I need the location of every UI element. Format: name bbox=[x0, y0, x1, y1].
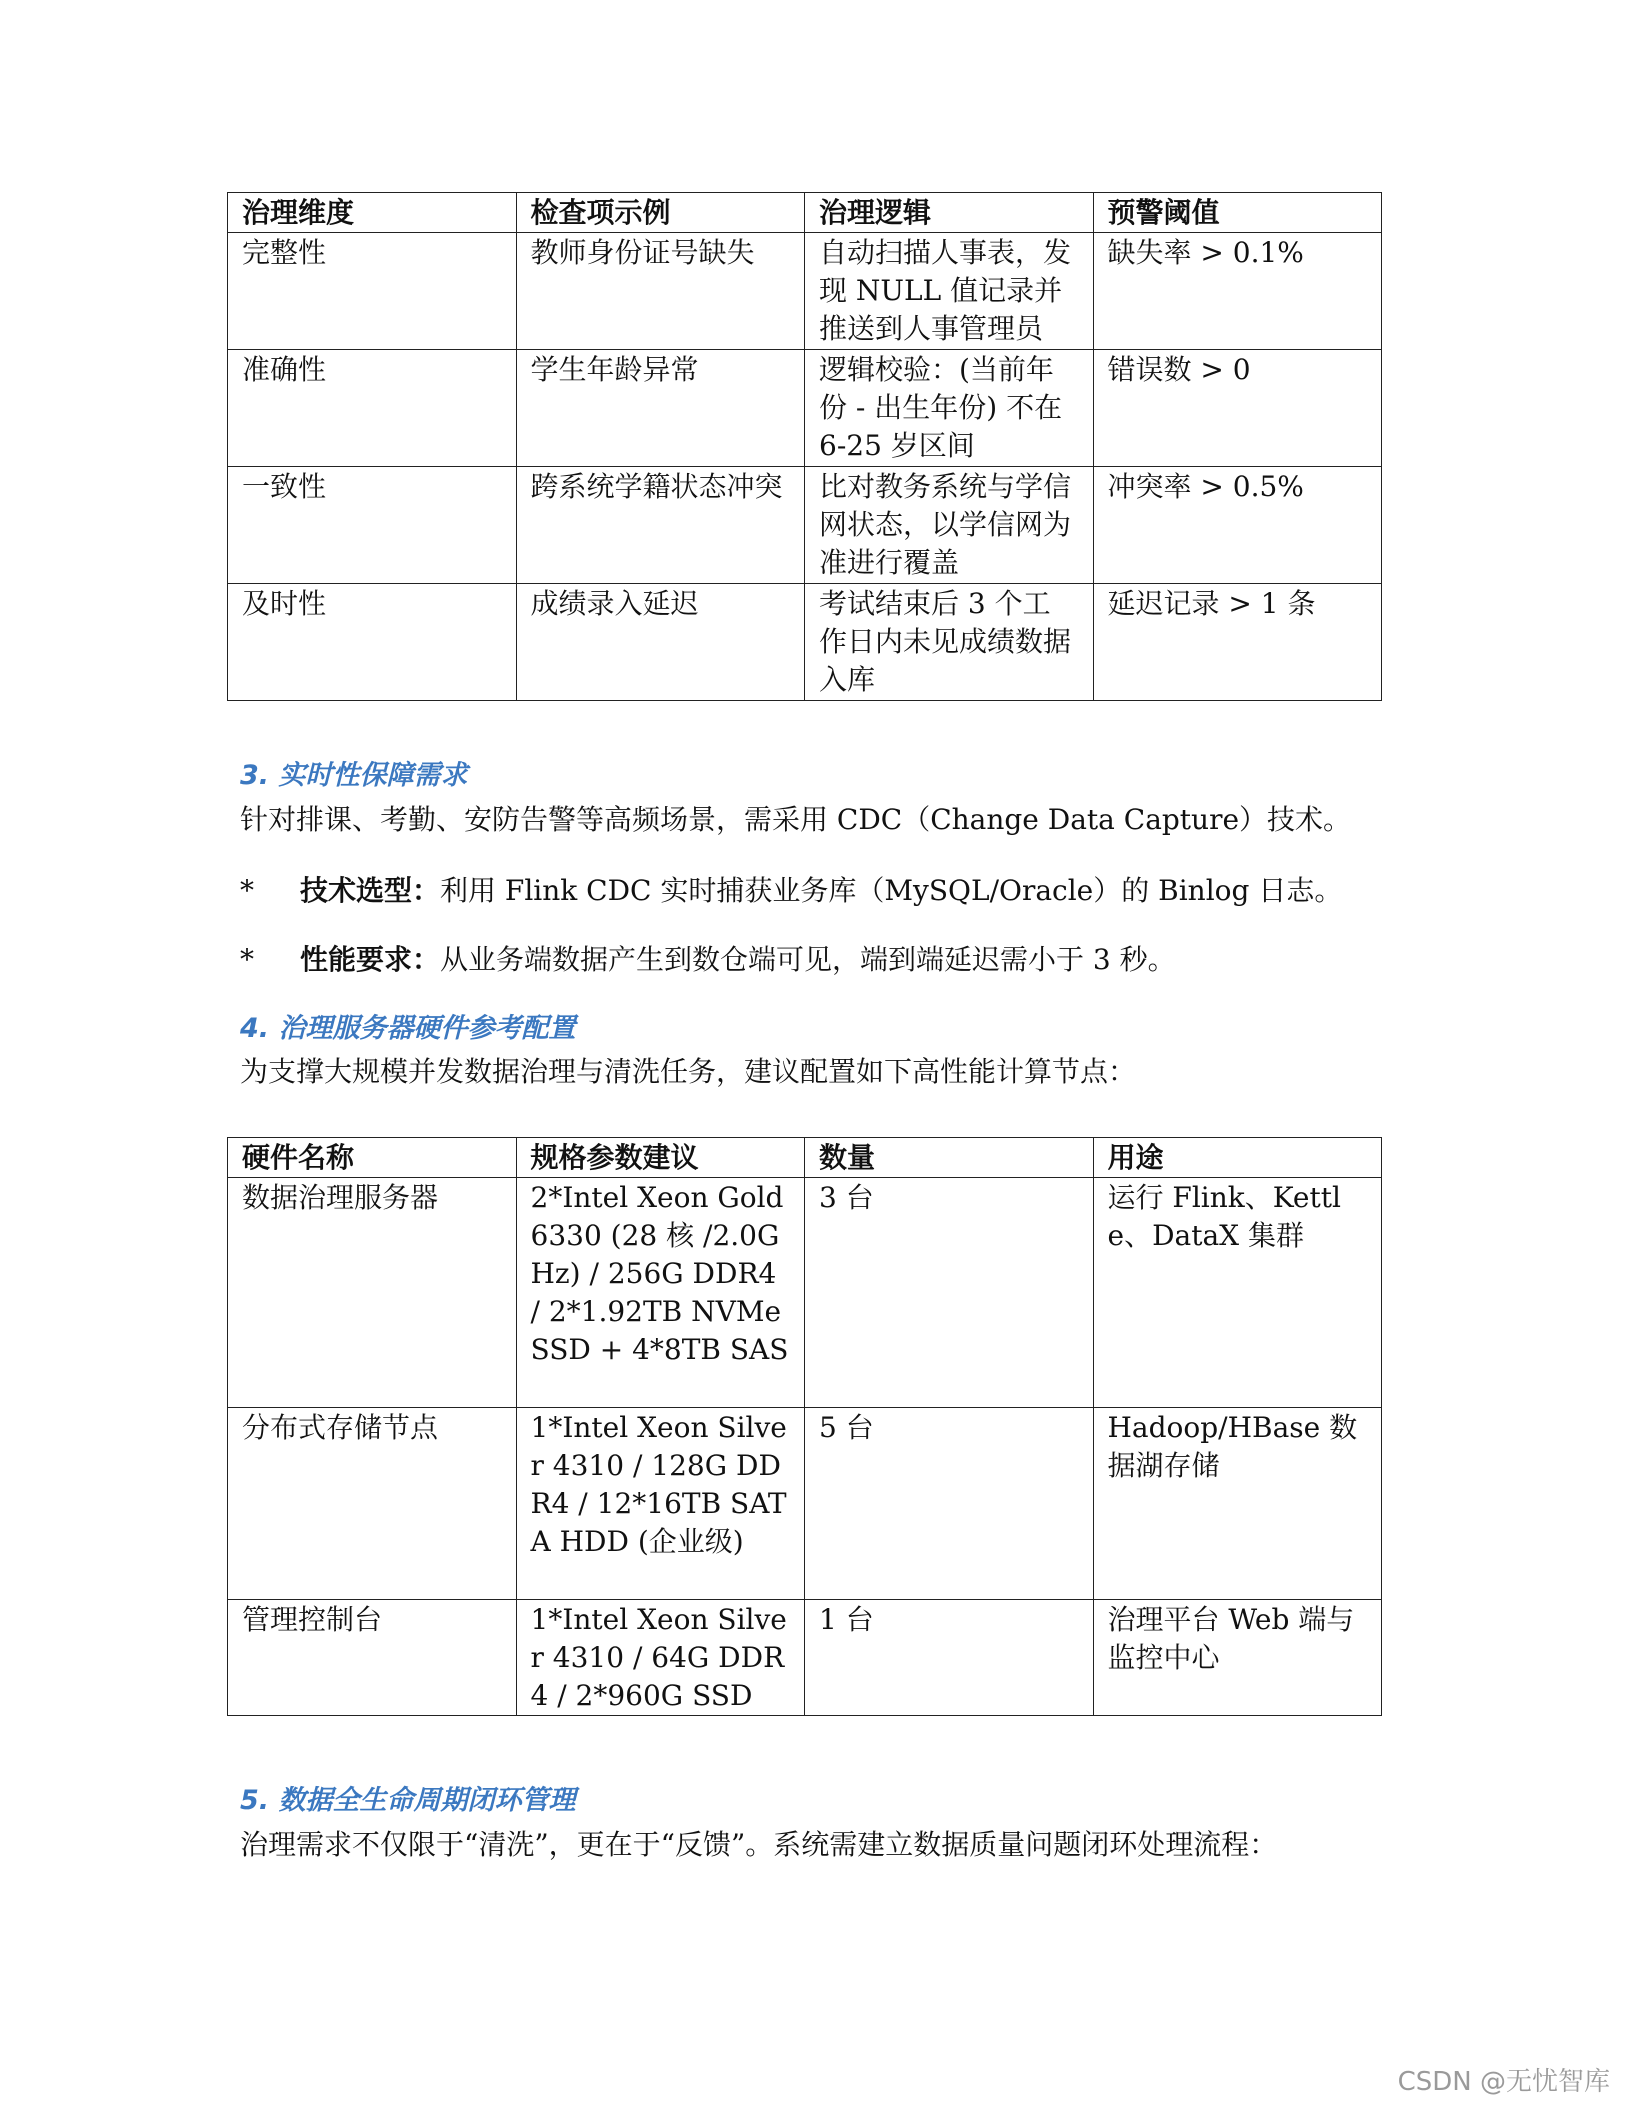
section-intro-hardware: 为支撑大规模并发数据治理与清洗任务，建议配置如下高性能计算节点： bbox=[240, 1055, 1137, 1088]
table-cell: 1*Intel Xeon Silver 4310 / 64G DDR4 / 2*960G SSD bbox=[516, 1600, 805, 1716]
table-cell: 一致性 bbox=[228, 467, 517, 584]
table-row bbox=[228, 467, 1382, 584]
table-cell: 准确性 bbox=[228, 350, 517, 467]
bullet-item bbox=[240, 872, 1342, 910]
column-header: 用途 bbox=[1093, 1138, 1382, 1178]
section-heading-lifecycle: 5. 数据全生命周期闭环管理 bbox=[240, 1785, 576, 1816]
table-cell: 数据治理服务器 bbox=[228, 1178, 517, 1408]
section-heading-realtime: 3. 实时性保障需求 bbox=[240, 760, 468, 791]
table-cell: 治理平台 Web 端与监控中心 bbox=[1093, 1600, 1382, 1716]
table-cell: 逻辑校验：(当前年份 - 出生年份) 不在 6-25 岁区间 bbox=[805, 350, 1094, 467]
bullet-label: 性能要求： bbox=[300, 943, 441, 976]
column-header: 检查项示例 bbox=[516, 193, 805, 233]
table-cell: 学生年龄异常 bbox=[516, 350, 805, 467]
table-row bbox=[228, 350, 1382, 467]
table-cell: 延迟记录 > 1 条 bbox=[1093, 584, 1382, 701]
table-cell: 缺失率 > 0.1% bbox=[1093, 233, 1382, 350]
bullet-text: 利用 Flink CDC 实时捕获业务库（MySQL/Oracle）的 Binlog 日志。 bbox=[440, 874, 1343, 907]
column-header: 治理维度 bbox=[228, 193, 517, 233]
bullet-label: 技术选型： bbox=[300, 874, 441, 907]
bullet-item bbox=[240, 941, 1176, 979]
table-cell: 比对教务系统与学信网状态，以学信网为准进行覆盖 bbox=[805, 467, 1094, 584]
hardware-config-table bbox=[227, 1137, 1382, 1716]
table-row bbox=[228, 584, 1382, 701]
table-cell: 2*Intel Xeon Gold 6330 (28 核 /2.0GHz) / 256G DDR4 / 2*1.92TB NVMe SSD + 4*8TB SAS bbox=[516, 1178, 805, 1408]
table-cell: 考试结束后 3 个工作日内未见成绩数据入库 bbox=[805, 584, 1094, 701]
table-cell: 成绩录入延迟 bbox=[516, 584, 805, 701]
table-cell: Hadoop/HBase 数据湖存储 bbox=[1093, 1408, 1382, 1600]
table-row bbox=[228, 233, 1382, 350]
section-intro-realtime: 针对排课、考勤、安防告警等高频场景，需采用 CDC（Change Data Capture）技术。 bbox=[240, 803, 1352, 836]
column-header: 规格参数建议 bbox=[516, 1138, 805, 1178]
table-cell: 运行 Flink、Kettle、DataX 集群 bbox=[1093, 1178, 1382, 1408]
table-cell: 3 台 bbox=[805, 1178, 1094, 1408]
data-quality-table bbox=[227, 192, 1382, 701]
bullet-text: 从业务端数据产生到数仓端可见，端到端延迟需小于 3 秒。 bbox=[440, 943, 1176, 976]
table-row bbox=[228, 1408, 1382, 1600]
table-row bbox=[228, 1178, 1382, 1408]
column-header: 硬件名称 bbox=[228, 1138, 517, 1178]
table-cell: 错误数 > 0 bbox=[1093, 350, 1382, 467]
table-cell: 分布式存储节点 bbox=[228, 1408, 517, 1600]
table-row bbox=[228, 1600, 1382, 1716]
column-header: 数量 bbox=[805, 1138, 1094, 1178]
table-cell: 及时性 bbox=[228, 584, 517, 701]
table-cell: 教师身份证号缺失 bbox=[516, 233, 805, 350]
bullet-mark: * bbox=[240, 943, 254, 976]
table-cell: 5 台 bbox=[805, 1408, 1094, 1600]
bullet-mark: * bbox=[240, 874, 254, 907]
table-cell: 自动扫描人事表，发现 NULL 值记录并推送到人事管理员 bbox=[805, 233, 1094, 350]
section-intro-lifecycle: 治理需求不仅限于“清洗”，更在于“反馈”。系统需建立数据质量问题闭环处理流程： bbox=[240, 1828, 1278, 1861]
table-cell: 冲突率 > 0.5% bbox=[1093, 467, 1382, 584]
table-cell: 跨系统学籍状态冲突 bbox=[516, 467, 805, 584]
csdn-watermark: CSDN @无忧智库 bbox=[1397, 2067, 1610, 2097]
table-header-row bbox=[228, 1138, 1382, 1178]
table-header-row bbox=[228, 193, 1382, 233]
table-cell: 管理控制台 bbox=[228, 1600, 517, 1716]
table-cell: 1*Intel Xeon Silver 4310 / 128G DDR4 / 12*16TB SATA HDD (企业级) bbox=[516, 1408, 805, 1600]
table-cell: 完整性 bbox=[228, 233, 517, 350]
column-header: 预警阈值 bbox=[1093, 193, 1382, 233]
column-header: 治理逻辑 bbox=[805, 193, 1094, 233]
section-heading-hardware: 4. 治理服务器硬件参考配置 bbox=[240, 1013, 576, 1044]
table-cell: 1 台 bbox=[805, 1600, 1094, 1716]
